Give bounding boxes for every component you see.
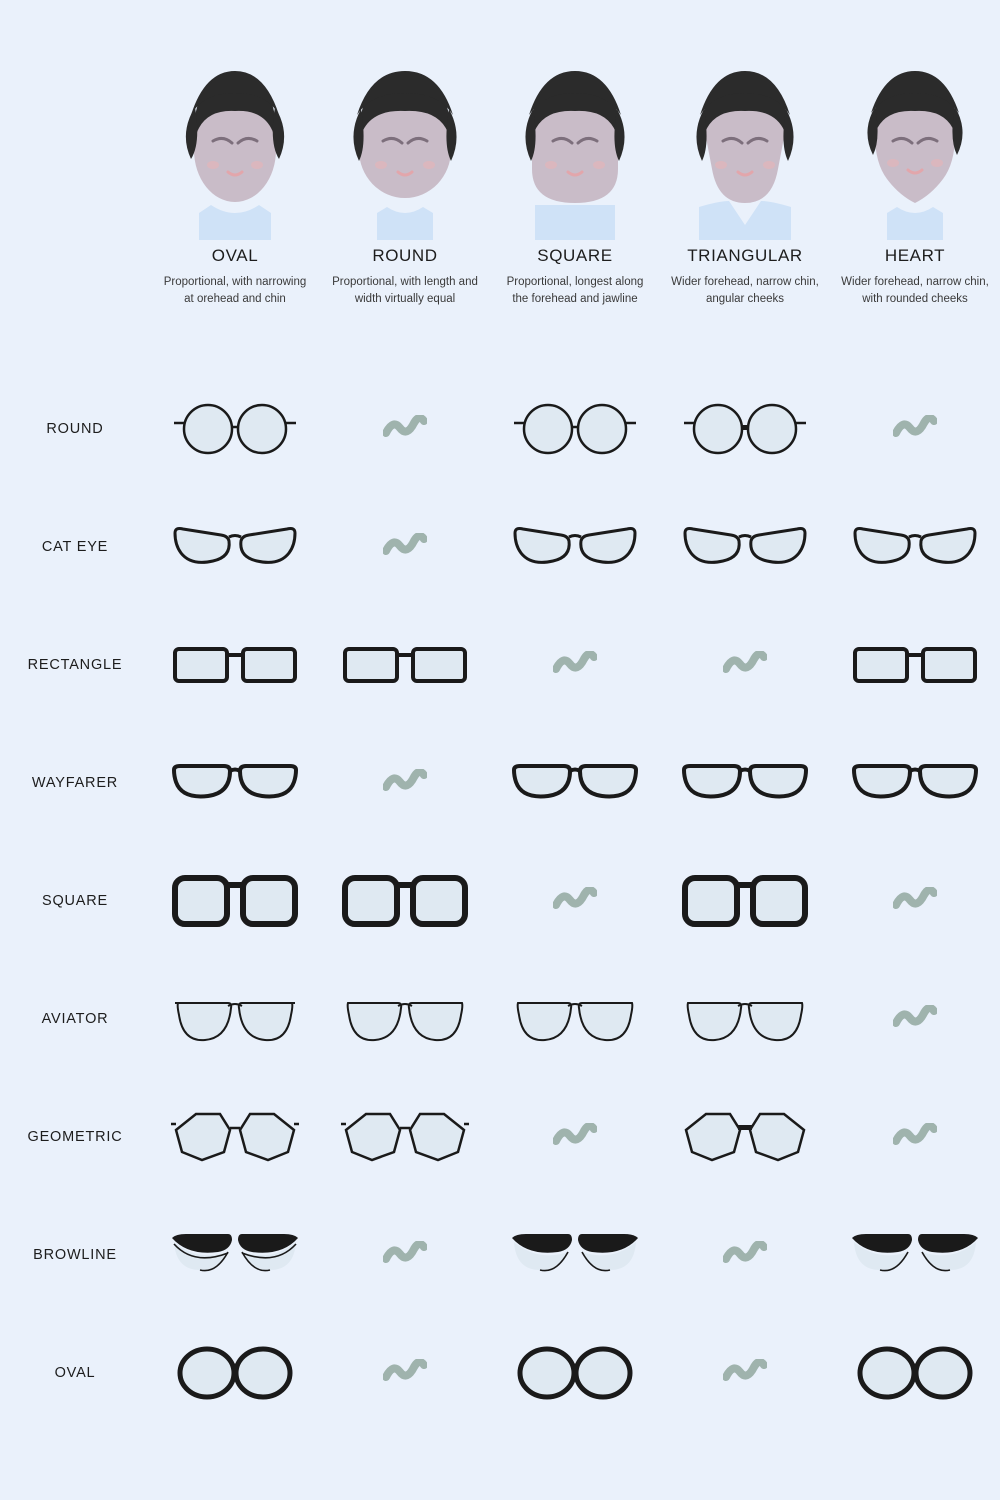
face-column-triangular: [660, 0, 830, 370]
cell-oval-square: [490, 1314, 660, 1432]
round-frame-icon: [680, 399, 810, 459]
cell-geometric-triangular: [660, 1078, 830, 1196]
browline-frame-icon: [170, 1232, 300, 1278]
cell-aviator-triangular: [660, 960, 830, 1078]
oval-frame-icon: [855, 1344, 975, 1402]
squiggle-icon: [893, 887, 937, 915]
row-label-cat-eye: CAT EYE: [41, 539, 109, 555]
cell-square-heart: [830, 842, 1000, 960]
browline-frame-icon: [510, 1232, 640, 1278]
squiggle-icon: [383, 415, 427, 443]
cell-rectangle-round: [320, 606, 490, 724]
cell-browline-triangular: [660, 1196, 830, 1314]
face-desc-square: Proportional, longest along the forehead and jawline: [506, 276, 644, 305]
cell-aviator-heart: [830, 960, 1000, 1078]
face-illustration-triangular: [675, 55, 815, 240]
cell-round-square: [490, 370, 660, 488]
square-frame-icon: [680, 870, 810, 932]
round-frame-icon: [510, 399, 640, 459]
squiggle-icon: [383, 769, 427, 797]
squiggle-icon: [383, 533, 427, 561]
squiggle-icon: [383, 1359, 427, 1387]
face-name-oval: OVAL: [211, 246, 259, 265]
squiggle-icon: [723, 1359, 767, 1387]
cell-square-oval: [150, 842, 320, 960]
cat-eye-frame-icon: [510, 519, 640, 575]
cell-wayfarer-oval: [150, 724, 320, 842]
cell-round-triangular: [660, 370, 830, 488]
cell-cateye-round: [320, 488, 490, 606]
cell-oval-oval: [150, 1314, 320, 1432]
aviator-frame-icon: [344, 993, 466, 1045]
row-label-browline: BROWLINE: [33, 1247, 117, 1263]
round-frame-icon: [170, 399, 300, 459]
aviator-frame-icon: [174, 993, 296, 1045]
cell-oval-heart: [830, 1314, 1000, 1432]
row-label-square: SQUARE: [41, 893, 109, 909]
cat-eye-frame-icon: [680, 519, 810, 575]
squiggle-icon: [723, 1241, 767, 1269]
cell-browline-round: [320, 1196, 490, 1314]
cell-rectangle-square: [490, 606, 660, 724]
row-label-rectangle: RECTANGLE: [27, 657, 123, 673]
cell-browline-heart: [830, 1196, 1000, 1314]
face-column-heart: [830, 0, 1000, 370]
row-label-aviator: AVIATOR: [41, 1011, 109, 1027]
cell-wayfarer-round: [320, 724, 490, 842]
cell-cateye-triangular: [660, 488, 830, 606]
geometric-frame-icon: [170, 1108, 300, 1166]
squiggle-icon: [383, 1241, 427, 1269]
squiggle-icon: [553, 651, 597, 679]
cell-round-heart: [830, 370, 1000, 488]
wayfarer-frame-icon: [170, 758, 300, 808]
face-name-triangular: TRIANGULAR: [687, 246, 803, 265]
geometric-frame-icon: [340, 1108, 470, 1166]
cell-aviator-round: [320, 960, 490, 1078]
face-desc-heart: Wider forehead, narrow chin, with rounded cheeks: [841, 276, 989, 305]
cell-cateye-oval: [150, 488, 320, 606]
face-illustration-oval: [165, 55, 305, 240]
cell-square-round: [320, 842, 490, 960]
cell-cateye-square: [490, 488, 660, 606]
face-illustration-heart: [845, 55, 985, 240]
wayfarer-frame-icon: [680, 758, 810, 808]
chart-corner-blank: [0, 0, 150, 370]
wayfarer-frame-icon: [850, 758, 980, 808]
cell-round-round: [320, 370, 490, 488]
squiggle-icon: [723, 651, 767, 679]
wayfarer-frame-icon: [510, 758, 640, 808]
cell-geometric-square: [490, 1078, 660, 1196]
cell-aviator-square: [490, 960, 660, 1078]
face-desc-round: Proportional, with length and width virtually equal: [332, 276, 478, 305]
face-name-square: SQUARE: [537, 246, 613, 265]
cell-geometric-oval: [150, 1078, 320, 1196]
cell-rectangle-heart: [830, 606, 1000, 724]
cell-square-square: [490, 842, 660, 960]
browline-frame-icon: [850, 1232, 980, 1278]
aviator-frame-icon: [514, 993, 636, 1045]
rectangle-frame-icon: [850, 639, 980, 691]
oval-frame-icon: [515, 1344, 635, 1402]
row-label-round: ROUND: [46, 421, 104, 437]
cell-square-triangular: [660, 842, 830, 960]
cell-browline-oval: [150, 1196, 320, 1314]
row-label-geometric: GEOMETRIC: [27, 1129, 123, 1145]
face-illustration-square: [505, 55, 645, 240]
row-label-oval: OVAL: [54, 1365, 96, 1381]
oval-frame-icon: [175, 1344, 295, 1402]
cell-oval-round: [320, 1314, 490, 1432]
cell-cateye-heart: [830, 488, 1000, 606]
cat-eye-frame-icon: [850, 519, 980, 575]
face-desc-triangular: Wider forehead, narrow chin, angular cheeks: [671, 276, 819, 305]
squiggle-icon: [893, 1005, 937, 1033]
face-column-oval: [150, 0, 320, 370]
squiggle-icon: [893, 415, 937, 443]
cell-wayfarer-square: [490, 724, 660, 842]
face-column-square: [490, 0, 660, 370]
square-frame-icon: [340, 870, 470, 932]
geometric-frame-icon: [680, 1108, 810, 1166]
cell-oval-triangular: [660, 1314, 830, 1432]
cell-wayfarer-heart: [830, 724, 1000, 842]
cell-geometric-heart: [830, 1078, 1000, 1196]
face-name-heart: HEART: [884, 246, 946, 265]
squiggle-icon: [893, 1123, 937, 1151]
cell-aviator-oval: [150, 960, 320, 1078]
rectangle-frame-icon: [340, 639, 470, 691]
aviator-frame-icon: [684, 993, 806, 1045]
face-illustration-round: [335, 55, 475, 240]
cell-browline-square: [490, 1196, 660, 1314]
face-name-round: ROUND: [372, 246, 438, 265]
cat-eye-frame-icon: [170, 519, 300, 575]
squiggle-icon: [553, 887, 597, 915]
cell-wayfarer-triangular: [660, 724, 830, 842]
cell-geometric-round: [320, 1078, 490, 1196]
cell-rectangle-triangular: [660, 606, 830, 724]
squiggle-icon: [553, 1123, 597, 1151]
rectangle-frame-icon: [170, 639, 300, 691]
row-label-wayfarer: WAYFARER: [31, 775, 119, 791]
cell-round-oval: [150, 370, 320, 488]
cell-rectangle-oval: [150, 606, 320, 724]
face-column-round: [320, 0, 490, 370]
square-frame-icon: [170, 870, 300, 932]
face-desc-oval: Proportional, with narrowing at orehead and chin: [163, 276, 307, 305]
